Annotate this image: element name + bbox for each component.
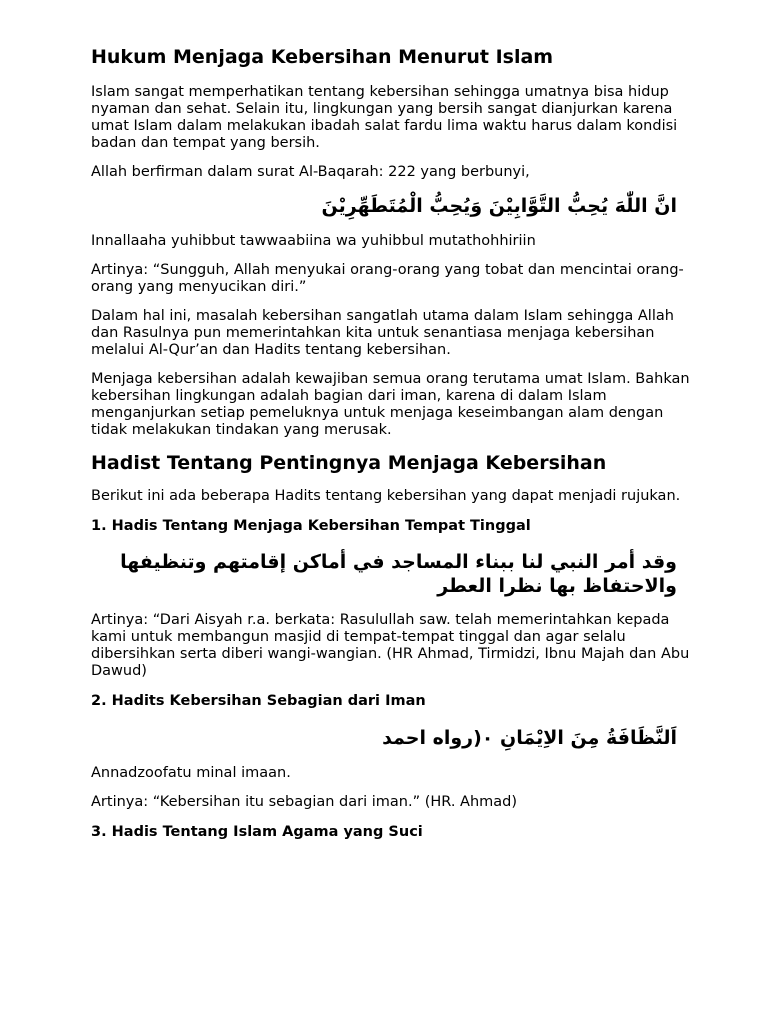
arabic-verse: انَّ اللّٰهَ يُحِبُّ التَّوَّابِيْنَ وَيُحِبُّ الْمُتَطَهِّرِيْنَ bbox=[321, 195, 677, 217]
transliteration-verse: Innallaaha yuhibbut tawwaabiina wa yuhibbul mutathohhiriin bbox=[91, 233, 536, 249]
hadith-heading-1: 1. Hadis Tentang Menjaga Kebersihan Tempat Tinggal bbox=[91, 518, 531, 534]
translation-hadith-2: Artinya: “Kebersihan itu sebagian dari iman.” (HR. Ahmad) bbox=[91, 794, 518, 810]
translation-verse: Artinya: “Sungguh, Allah menyukai orang-orang yang tobat dan mencintai orang-orang yang menyucikan diri.” bbox=[91, 262, 684, 295]
transliteration-hadith-2: Annadzoofatu minal imaan. bbox=[91, 765, 291, 781]
paragraph-hadith-intro: Berikut ini ada beberapa Hadits tentang kebersihan yang dapat menjadi rujukan. bbox=[91, 488, 681, 504]
section-heading-hadith: Hadist Tentang Pentingnya Menjaga Kebersihan bbox=[91, 452, 607, 474]
translation-hadith-1: Artinya: “Dari Aisyah r.a. berkata: Rasulullah saw. telah memerintahkan kepada kami untuk membangun masjid di tempat-tempat tinggal dan agar selalu dibersihkan serta diberi wangi-wangian. (HR Ahmad, Tirmidzi, Ibnu Majah dan Abu Dawud) bbox=[91, 612, 690, 679]
paragraph-intro: Islam sangat memperhatikan tentang kebersihan sehingga umatnya bisa hidup nyaman dan sehat. Selain itu, lingkungan yang bersih sangat dianjurkan karena umat Islam dalam melakukan ibadah salat fardu lima waktu harus dalam kondisi badan dan tempat yang bersih. bbox=[91, 84, 678, 151]
arabic-hadith-1: وقد أمر النبي لنا ببناء المساجد في أماكن إقامتهم وتنظيفها والاحتفاظ بها نظرا العطر bbox=[120, 551, 677, 597]
paragraph-importance: Dalam hal ini, masalah kebersihan sangatlah utama dalam Islam sehingga Allah dan Rasulnya pun memerintahkan kita untuk senantiasa menjaga kebersihan melalui Al-Qur’an dan Hadits tentang kebersihan. bbox=[91, 308, 674, 358]
hadith-heading-3: 3. Hadis Tentang Islam Agama yang Suci bbox=[91, 824, 423, 840]
hadith-heading-2: 2. Hadits Kebersihan Sebagian dari Iman bbox=[91, 693, 426, 709]
paragraph-obligation: Menjaga kebersihan adalah kewajiban semua orang terutama umat Islam. Bahkan kebersihan lingkungan adalah bagian dari iman, karena di dalam Islam menganjurkan setiap pemeluknya untuk menjaga keseimbangan alam dengan tidak melakukan tindakan yang merusak. bbox=[91, 371, 690, 438]
document-page bbox=[91, 44, 691, 856]
paragraph-surah-intro: Allah berfirman dalam surat Al-Baqarah: 222 yang berbunyi, bbox=[91, 164, 530, 180]
arabic-hadith-2: اَلنَّظَافَةُ مِنَ الاِيْمَانِ ۰(رواه احمد bbox=[382, 727, 677, 749]
page-title: Hukum Menjaga Kebersihan Menurut Islam bbox=[91, 46, 554, 68]
